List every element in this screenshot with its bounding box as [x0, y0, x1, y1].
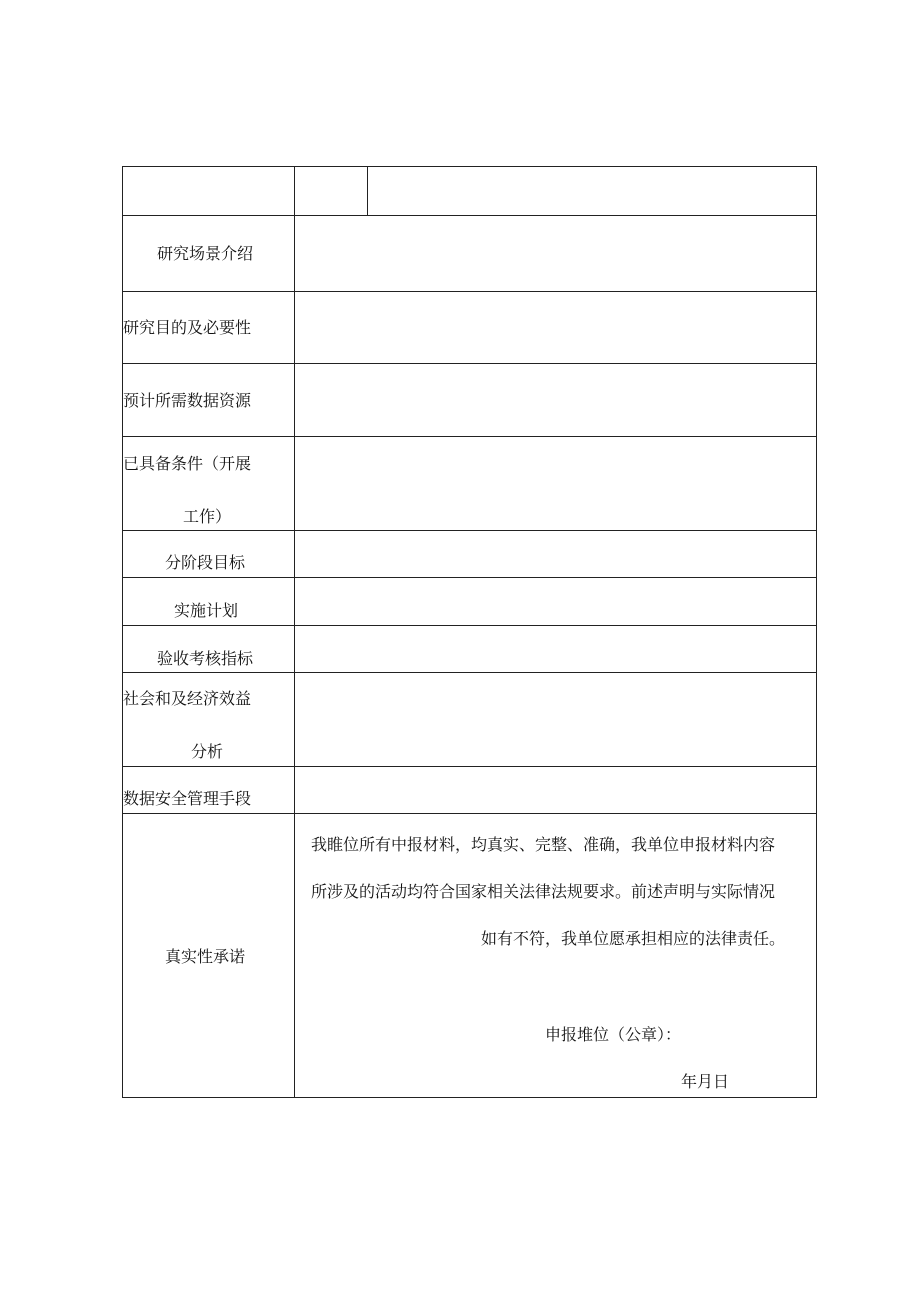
- header-cell-2[interactable]: [295, 167, 367, 215]
- label-research-purpose: 研究目的及必要性: [123, 318, 252, 337]
- label-data-security: 数据安全管理手段: [123, 789, 252, 808]
- content-conditions[interactable]: [295, 437, 816, 530]
- commitment-statement-line1: 我睢位所有中报材料，均真实、完整、准确，我单位申报材料内容: [311, 835, 776, 854]
- content-research-purpose[interactable]: [295, 292, 816, 363]
- content-benefits[interactable]: [295, 673, 816, 766]
- label-conditions-line1: 已具备条件（开展: [123, 454, 252, 473]
- row-divider: [123, 813, 816, 814]
- header-cell-3[interactable]: [368, 167, 816, 215]
- label-benefits-line2: 分析: [191, 742, 224, 761]
- label-conditions-line2: 工作）: [183, 507, 232, 526]
- seal-label: 申报堆位（公章）：: [545, 1025, 682, 1044]
- label-research-scene: 研究场景介绍: [157, 244, 254, 263]
- content-acceptance-metrics[interactable]: [295, 626, 816, 672]
- content-data-security[interactable]: [295, 767, 816, 813]
- label-benefits-line1: 社会和及经济效益: [123, 689, 252, 708]
- label-stage-goals: 分阶段目标: [165, 553, 246, 572]
- content-implementation-plan[interactable]: [295, 578, 816, 625]
- application-form-table: [122, 166, 817, 1098]
- label-implementation-plan: 实施计划: [174, 601, 239, 620]
- label-data-resources: 预计所需数据资源: [123, 391, 252, 410]
- header-cell-1: [123, 167, 294, 215]
- content-research-scene[interactable]: [295, 216, 816, 291]
- date-label: 年月日: [681, 1072, 730, 1091]
- content-data-resources[interactable]: [295, 364, 816, 436]
- content-stage-goals[interactable]: [295, 531, 816, 577]
- commitment-statement-line3: 如有不符，我单位愿承担相应的法律责任。: [481, 929, 786, 948]
- label-acceptance-metrics: 验收考核指标: [157, 649, 254, 668]
- commitment-statement-line2: 所涉及的活动均符合国家相关法律法规要求。前述声明与实际情况: [311, 882, 776, 901]
- label-authenticity-commitment: 真实性承诺: [165, 947, 246, 966]
